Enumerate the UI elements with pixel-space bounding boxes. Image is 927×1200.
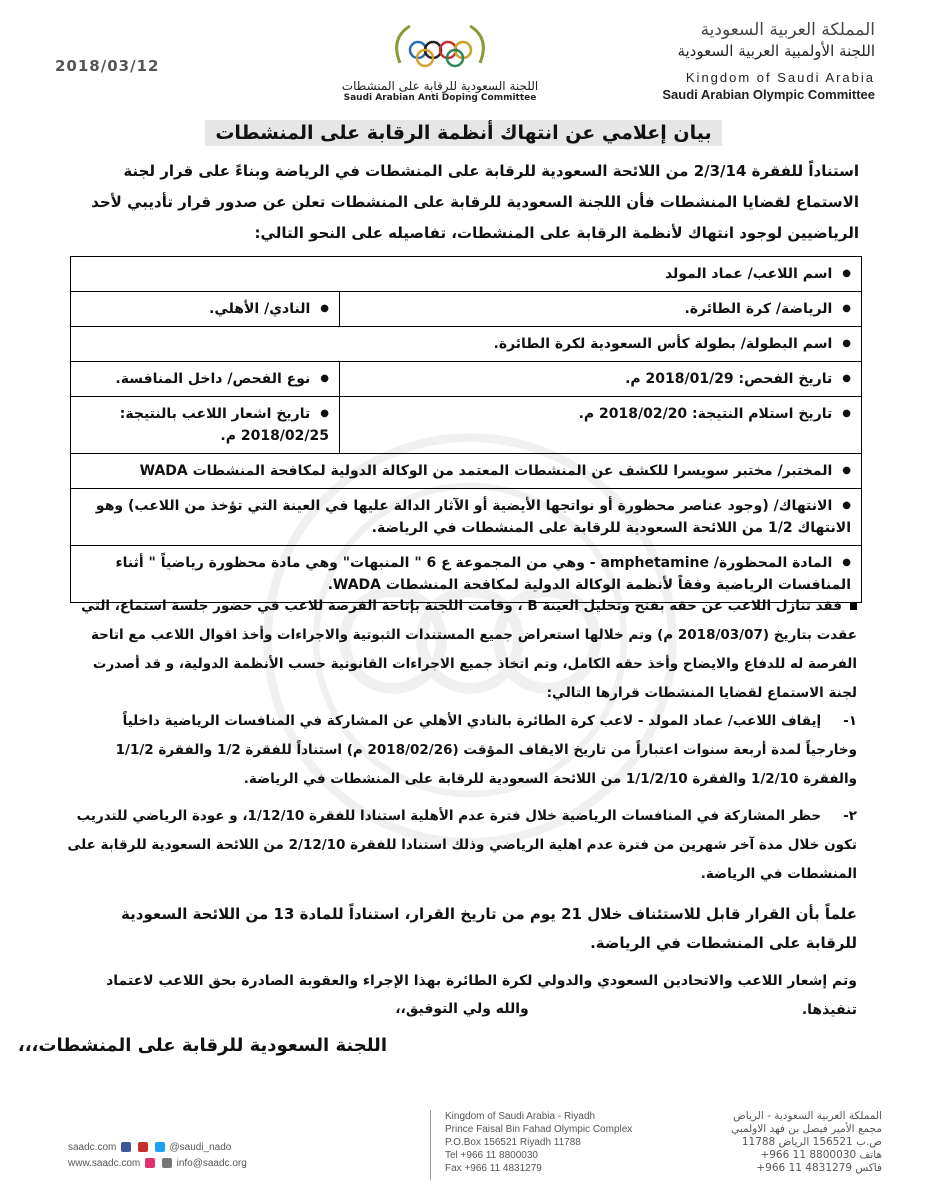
decision-item-2: ٢-حظر المشاركة في المنافسات الرياضية خلال فترة عدم الأهلية استنادا للفقرة 1/12/10، و عودة الرياضي للتدريب تكون خلال مدة آخر شهرين من فترة عدم اهلية الرياضي وذلك استنادا للفقرة 2/12/10 من اللائحة السعودية للرقابة على المنشطات في الرياضة. (67, 808, 857, 882)
twitter-icon (155, 1142, 165, 1152)
website-link[interactable]: saadc.com (68, 1142, 117, 1153)
square-bullet-icon (850, 603, 857, 610)
footer-address-english: Kingdom of Saudi Arabia - Riyadh Prince Faisal Bin Fahad Olympic Complex P.O.Box 156521 Riyadh 11788 Tel +966 11 8800030 Fax +966 11 4831279 (445, 1111, 633, 1174)
substance-cell: ● المادة المحظورة/ amphetamine - وهي من المجموعة ع 6 " المنبهات" وهي مادة محظورة رياضياً " أثناء المنافسات الرياضية وفقاً لأنظمة الوكالة الدولية لمكافحة المنشطات WADA. (71, 546, 862, 603)
ministry-header (615, 20, 875, 102)
email-icon (162, 1158, 172, 1168)
tournament-cell: ● اسم البطولة/ بطولة كأس السعودية لكرة الطائرة. (71, 327, 862, 362)
kingdom-english: Kingdom of Saudi Arabia (685, 70, 875, 85)
footer-divider (430, 1110, 431, 1180)
result-date-cell: ● تاريخ استلام النتيجة: 2018/02/20 م. (340, 397, 862, 454)
document-title: بيان إعلامي عن انتهاك أنظمة الرقابة على المنشطات (205, 120, 721, 146)
test-date-cell: ● تاريخ الفحص: 2018/01/29 م. (340, 362, 862, 397)
twitter-handle[interactable]: @saudi_nado (169, 1142, 232, 1153)
signature: اللجنة السعودية للرقابة على المنشطات،،، (17, 1035, 387, 1056)
appeal-paragraph: علماً بأن القرار قابل للاستئناف خلال 21 يوم من تاريخ القرار، استناداً للمادة 13 من اللائحة السعودية للرقابة على المنشطات في الرياضة. (121, 905, 857, 952)
instagram-icon (145, 1158, 155, 1168)
logo-english-name: Saudi Arabian Anti Doping Committee (343, 93, 537, 103)
document-date: 2018/03/12 (55, 57, 160, 75)
case-details-table (70, 256, 862, 603)
footer-address-arabic: المملكة العربية السعودية - الرياض مجمع الأمير فيصل بن فهد الاولمبي ص.ب 156521 الرياض 11788 هاتف 8800030 11 966+ فاكس 4831279 11 966+ (731, 1110, 882, 1174)
kingdom-arabic: المملكة العربية السعودية (700, 20, 875, 40)
player-cell: ● اسم اللاعب/ عماد المولد (71, 257, 862, 292)
olympic-english: Saudi Arabian Olympic Committee (662, 87, 875, 102)
olympic-rings-icon (380, 18, 500, 73)
logo-arabic-name: اللجنة السعودية للرقابة على المنشطات (341, 79, 539, 93)
sadc-logo (325, 18, 555, 108)
intro-paragraph: استناداً للفقرة 2/3/14 من اللائحة السعودية للرقابة على المنشطات في الرياضة وبناءً على قرار لجنة الاستماع لقضايا المنشطات فأن اللجنة السعودية للرقابة على المنشطات تعلن عن صدور قرار تأديبي لأحد الرياضيين لوجود انتهاك لأنظمة الرقابة على المنشطات، تفاصيله على النحو التالي: (91, 162, 859, 242)
violation-cell: ● الانتهاك/ (وجود عناصر محظورة أو نواتجها الأيضية أو الآثار الدالة عليها في العينة التي تؤخذ من اللاعب) وهو الانتهاك 1/2 من اللائحة السعودية للرقابة على المنشطات في الرياضة. (71, 489, 862, 546)
sport-cell: ● الرياضة/ كرة الطائرة. (340, 292, 862, 327)
notification-paragraph: وتم إشعار اللاعب والاتحادين السعودي والدولي لكرة الطائرة بهذا الإجراء والعقوبة الصادرة بحق اللاعب لاعتماد تنفيذها. (106, 973, 857, 1018)
hearing-paragraph: فقد تنازل اللاعب عن حقه بفتح وتحليل العينة B ، وقامت اللجنة بإتاحة الفرصة للاعب في حضور جلسة استماع، التي عقدت بتاريخ (2018/03/07 م) وتم خلالها استعراض جميع المستندات الثبوتية والاجراءات وأخذ اقوال اللاعب مع اتاحة الفرصة له للدفاع والايضاح وأخذ حقه الكامل، وتم اتخاذ جميع الاجراءات القانونية حسب الأنظمة الدولية، و قد أصدرت لجنة الاستماع لقضايا المنشطات قرارها التالي: (81, 598, 857, 701)
email-link[interactable]: info@saadc.org (176, 1158, 247, 1169)
club-cell: ● النادي/ الأهلي. (71, 292, 340, 327)
test-type-cell: ● نوع الفحص/ داخل المنافسة. (71, 362, 340, 397)
notify-date-cell: ● تاريخ اشعار اللاعب بالنتيجة: 2018/02/25 م. (71, 397, 340, 454)
olympic-arabic: اللجنة الأولمبية العربية السعودية (677, 42, 875, 60)
closing-line: والله ولي التوفيق،، (395, 1001, 529, 1017)
website-www-link[interactable]: www.saadc.com (68, 1158, 141, 1169)
footer-contacts (68, 1140, 308, 1172)
decision-item-1: ١-إيقاف اللاعب/ عماد المولد - لاعب كرة الطائرة بالنادي الأهلي عن المشاركة في المنافسات الرياضية داخلياً وخارجياً لمدة أربعة سنوات اعتباراً من تاريخ الايقاف المؤقت (2018/02/26 م) استناداً للفقرة 1/2 والفقرة 1/1/2 والفقرة 1/2/10 والفقرة 1/1/2/10 من اللائحة السعودية للرقابة على المنشطات في الرياضة. (115, 713, 857, 787)
facebook-icon (121, 1142, 131, 1152)
youtube-icon (138, 1142, 148, 1152)
lab-cell: ● المختبر/ مختبر سويسرا للكشف عن المنشطات المعتمد من الوكالة الدولية لمكافحة المنشطات WADA (71, 454, 862, 489)
